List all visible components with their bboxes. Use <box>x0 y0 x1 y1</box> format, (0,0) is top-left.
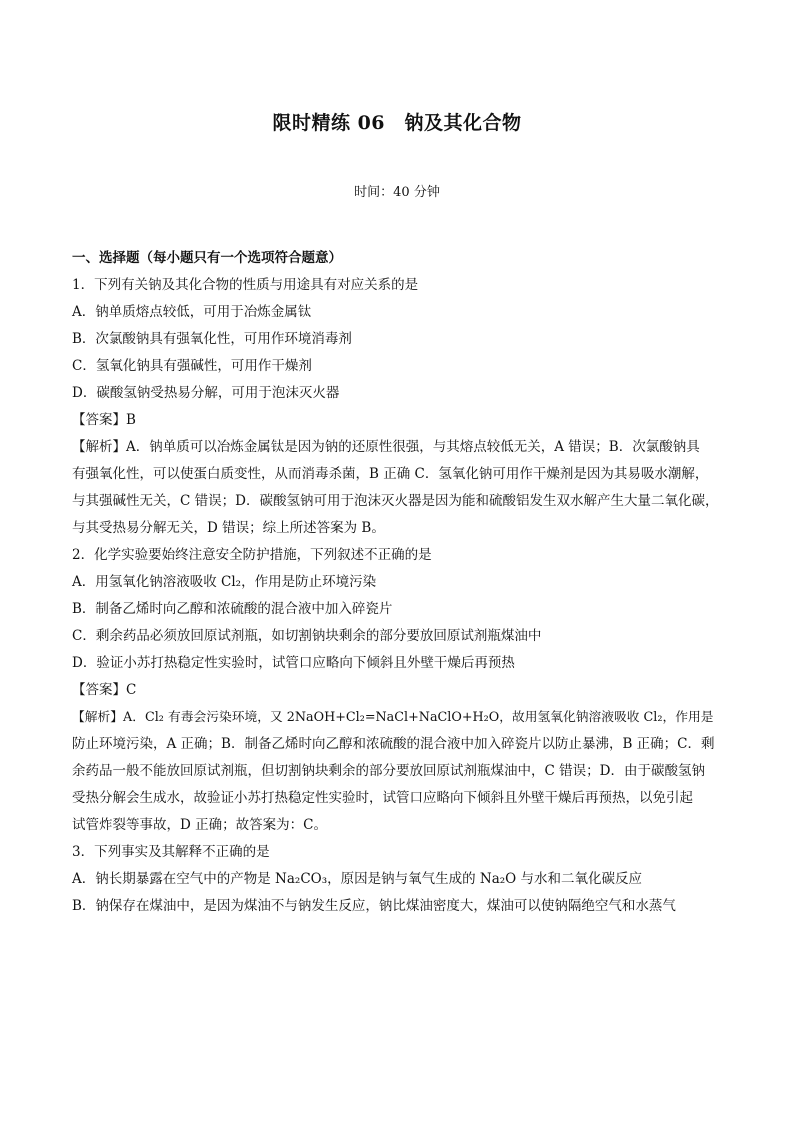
question-3 <box>72 839 722 920</box>
analysis-line: 有强氧化性，可以使蛋白质变性，从而消毒杀菌，B 正确 C．氢氧化钠可用作干燥剂是因为其易吸水潮解， <box>72 466 709 482</box>
question-1 <box>72 272 722 542</box>
section-heading: 一、选择题（每小题只有一个选项符合题意） <box>72 250 342 266</box>
document-body <box>72 245 722 920</box>
option-a: A．钠单质熔点较低，可用于冶炼金属钛 <box>72 304 312 320</box>
question-stem: 2．化学实验要始终注意安全防护措施，下列叙述不正确的是 <box>72 547 432 563</box>
option-a: A．钠长期暴露在空气中的产物是 Na₂CO₃，原因是钠与氧气生成的 Na₂O 与水和二氧化碳反应 <box>72 871 643 887</box>
option-b: B．次氯酸钠具有强氧化性，可用作环境消毒剂 <box>72 331 352 347</box>
option-d: D．碳酸氢钠受热易分解，可用于泡沫灭火器 <box>72 385 340 401</box>
analysis-line: 试管炸裂等事故，D 正确；故答案为：C。 <box>72 817 327 833</box>
analysis-line: 余药品一般不能放回原试剂瓶，但切割钠块剩余的部分要放回原试剂瓶煤油中，C 错误；D．由于碳酸氢钠 <box>72 763 705 779</box>
option-c: C．氢氧化钠具有强碱性，可用作干燥剂 <box>72 358 312 374</box>
option-c: C．剩余药品必须放回原试剂瓶，如切割钠块剩余的部分要放回原试剂瓶煤油中 <box>72 628 542 644</box>
option-d: D．验证小苏打热稳定性实验时，试管口应略向下倾斜且外壁干燥后再预热 <box>72 655 515 671</box>
analysis-line: 受热分解会生成水，故验证小苏打热稳定性实验时，试管口应略向下倾斜且外壁干燥后再预热，以免引起 <box>72 790 693 806</box>
question-stem: 1．下列有关钠及其化合物的性质与用途具有对应关系的是 <box>72 277 419 293</box>
page-title: 限时精练 06 钠及其化合物 <box>272 112 522 134</box>
answer: 【答案】C <box>72 682 137 698</box>
analysis-line: 【解析】A．Cl₂ 有毒会污染环境，又 2NaOH+Cl₂=NaCl+NaClO+H₂O，故用氢氧化钠溶液吸收 Cl₂，作用是 <box>72 710 714 725</box>
page-subtitle: 时间：40 分钟 <box>354 185 440 200</box>
option-b: B．制备乙烯时向乙醇和浓硫酸的混合液中加入碎瓷片 <box>72 601 393 617</box>
option-a: A．用氢氧化钠溶液吸收 Cl₂，作用是防止环境污染 <box>72 574 377 590</box>
analysis-line: 防止环境污染，A 正确；B．制备乙烯时向乙醇和浓硫酸的混合液中加入碎瓷片以防止暴沸，B 正确；C．剩 <box>72 736 715 752</box>
question-stem: 3．下列事实及其解释不正确的是 <box>72 844 270 860</box>
option-b: B．钠保存在煤油中，是因为煤油不与钠发生反应，钠比煤油密度大，煤油可以使钠隔绝空气和水蒸气 <box>72 898 676 914</box>
answer: 【答案】B <box>72 412 136 428</box>
question-2 <box>72 542 722 839</box>
analysis-line: 与其强碱性无关，C 错误；D．碳酸氢钠可用于泡沫灭火器是因为能和硫酸铝发生双水解产生大量二氧化碳， <box>72 493 719 509</box>
analysis-line: 与其受热易分解无关，D 错误；综上所述答案为 B。 <box>72 520 385 536</box>
analysis-line: 【解析】A．钠单质可以冶炼金属钛是因为钠的还原性很强，与其熔点较低无关，A 错误；B．次氯酸钠具 <box>72 439 700 455</box>
